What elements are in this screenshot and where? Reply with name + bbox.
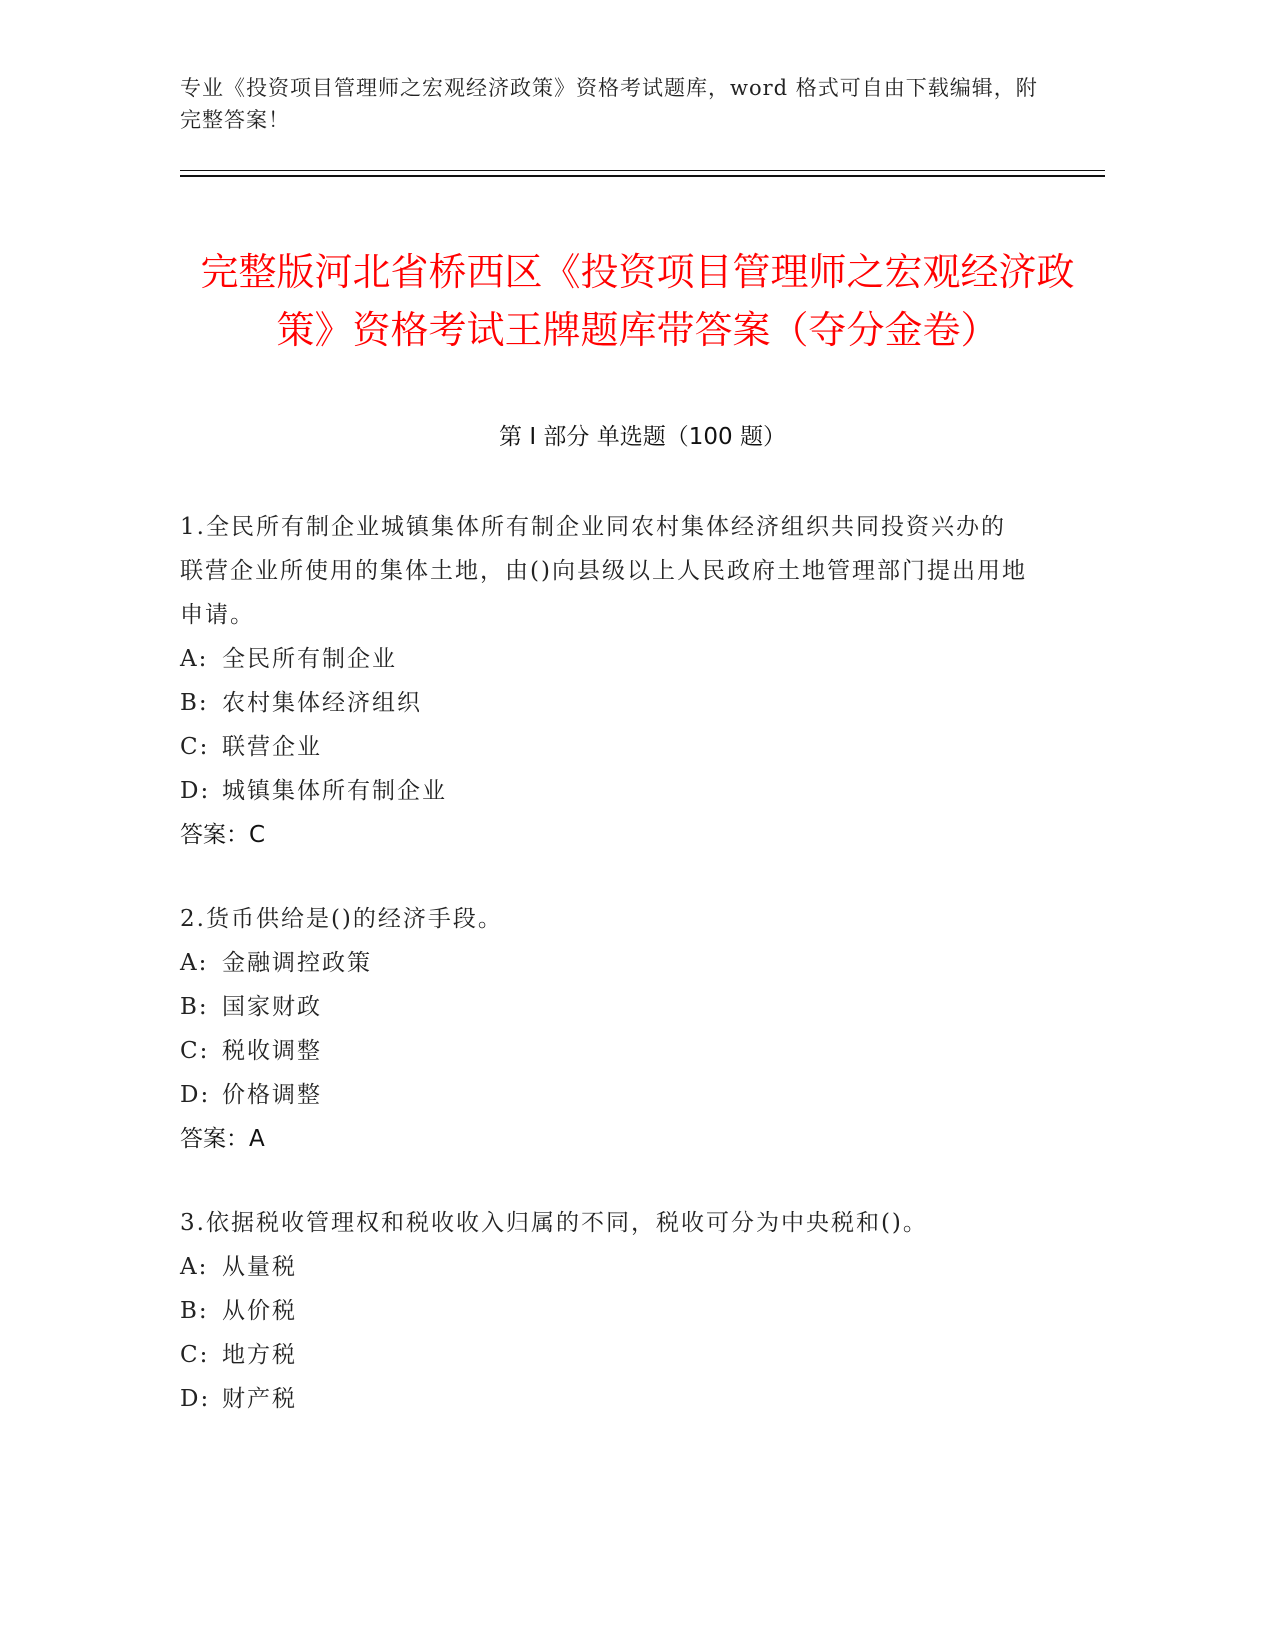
option-text: 税收调整: [222, 1038, 322, 1064]
header-divider-thick: [180, 175, 1105, 177]
option-text: 城镇集体所有制企业: [222, 778, 447, 804]
option-letter: B:: [180, 690, 209, 716]
question-1: [180, 505, 1030, 857]
header-note: 专业《投资项目管理师之宏观经济政策》资格考试题库，word 格式可自由下载编辑，附完整答案！: [180, 76, 1038, 132]
option-d: [180, 1073, 1030, 1117]
option-letter: C:: [180, 734, 210, 760]
question-answer: 答案：C: [180, 822, 266, 848]
option-a: [180, 637, 1030, 681]
option-d: [180, 769, 1030, 813]
option-b: [180, 985, 1030, 1029]
option-letter: C:: [180, 1038, 210, 1064]
question-list: [180, 505, 1030, 1461]
option-letter: B:: [180, 994, 209, 1020]
option-text: 从量税: [222, 1254, 297, 1280]
option-letter: A:: [180, 646, 209, 672]
option-d: [180, 1377, 1030, 1421]
option-a: [180, 941, 1030, 985]
option-text: 金融调控政策: [222, 950, 372, 976]
option-text: 地方税: [222, 1342, 297, 1368]
question-stem: 3.依据税收管理权和税收收入归属的不同，税收可分为中央税和()。: [180, 1210, 928, 1236]
option-letter: A:: [180, 1254, 209, 1280]
question-2: [180, 897, 1030, 1161]
option-b: [180, 681, 1030, 725]
option-b: [180, 1289, 1030, 1333]
option-letter: A:: [180, 950, 209, 976]
option-c: [180, 1029, 1030, 1073]
option-c: [180, 1333, 1030, 1377]
option-text: 农村集体经济组织: [222, 690, 422, 716]
question-stem: 2.货币供给是()的经济手段。: [180, 906, 503, 932]
option-letter: C:: [180, 1342, 210, 1368]
section-heading: 第 I 部分 单选题（100 题）: [499, 424, 786, 450]
question-stem: 1.全民所有制企业城镇集体所有制企业同农村集体经济组织共同投资兴办的联营企业所使用的集体土地，由()向县级以上人民政府土地管理部门提出用地申请。: [180, 514, 1027, 628]
option-letter: B:: [180, 1298, 209, 1324]
option-text: 价格调整: [222, 1082, 322, 1108]
option-text: 国家财政: [222, 994, 322, 1020]
option-a: [180, 1245, 1030, 1289]
option-text: 联营企业: [222, 734, 322, 760]
question-answer: 答案：A: [180, 1126, 265, 1152]
option-letter: D:: [180, 778, 211, 804]
header-divider: [180, 170, 1105, 171]
option-letter: D:: [180, 1082, 211, 1108]
option-c: [180, 725, 1030, 769]
option-text: 全民所有制企业: [222, 646, 397, 672]
option-text: 从价税: [222, 1298, 297, 1324]
option-letter: D:: [180, 1386, 211, 1412]
option-text: 财产税: [222, 1386, 297, 1412]
document-title: 完整版河北省桥西区《投资项目管理师之宏观经济政策》资格考试王牌题库带答案（夺分金卷）: [200, 250, 1075, 353]
question-3: [180, 1201, 1030, 1421]
